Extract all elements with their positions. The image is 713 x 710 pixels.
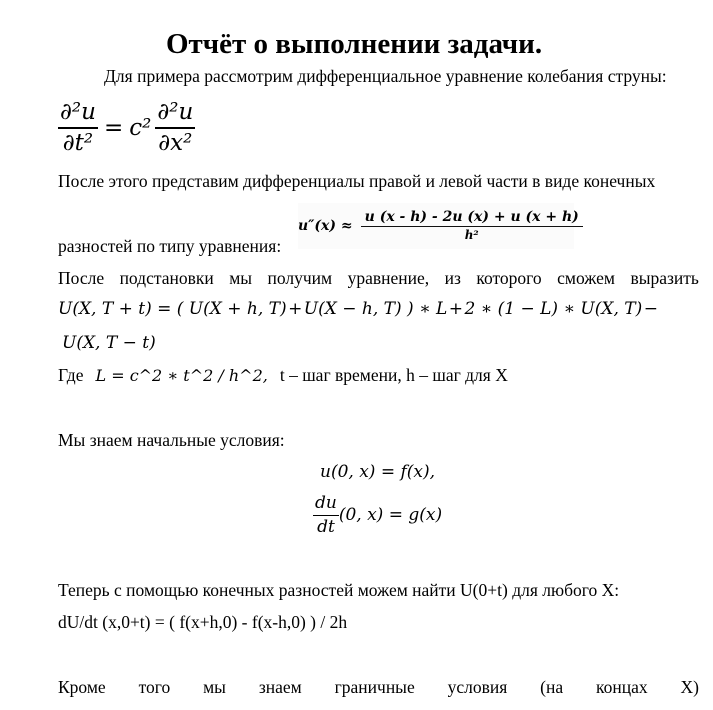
- word: Кроме: [58, 677, 106, 697]
- word: знаем: [258, 677, 302, 697]
- paragraph-3: Теперь с помощью конечных разностей можем найти U(0+t) для любого X:: [58, 580, 620, 600]
- ic2-rest: (0, x) = g(x): [338, 505, 443, 526]
- du-dt-formula: dU/dt (x,0+t) = ( f(x+h,0) - f(x-h,0) ) / 2h: [58, 612, 348, 632]
- rhs-denominator: ∂x²: [158, 130, 193, 157]
- lhs-fraction: [58, 100, 98, 157]
- word: из: [444, 268, 461, 288]
- word: После: [58, 268, 105, 288]
- fd-denominator: h²: [464, 228, 479, 243]
- dt-denominator: dt: [317, 516, 335, 537]
- paragraph-2: [58, 268, 699, 289]
- fd-lhs: u″(x) ≈: [298, 218, 353, 234]
- formula-line-2: U(X, T − t): [62, 333, 156, 353]
- initial-conditions-label: Мы знаем начальные условия:: [58, 430, 285, 450]
- word: того: [138, 677, 171, 697]
- fd-numerator: u (x - h) - 2u (x) + u (x + h): [361, 210, 583, 227]
- du-numerator: du: [313, 494, 339, 516]
- initial-condition-2: [313, 494, 442, 536]
- formula-part: U(X − h, T) ) ∗ L: [303, 299, 448, 319]
- formula-part: −: [643, 299, 658, 319]
- word: выразить: [630, 268, 699, 288]
- where-formula: L = c^2 ∗ t^2 / h^2,: [95, 366, 268, 385]
- wave-equation: [58, 100, 195, 157]
- equals-sign: =: [103, 115, 124, 142]
- word: X): [680, 677, 699, 697]
- word: которого: [476, 268, 542, 288]
- word: уравнение,: [347, 268, 430, 288]
- paragraph-1-line-1: После этого представим дифференциалы правой и левой части в виде конечных: [58, 171, 656, 191]
- last-line: [58, 677, 699, 698]
- lhs-denominator: ∂t²: [62, 130, 94, 157]
- where-suffix: t – шаг времени, h – шаг для X: [279, 365, 508, 385]
- rhs-fraction: [155, 100, 195, 157]
- formula-part: +: [448, 299, 463, 319]
- coefficient: c²: [129, 115, 152, 142]
- lhs-numerator: ∂²u: [58, 100, 98, 129]
- word: получим: [267, 268, 333, 288]
- word: (на: [540, 677, 564, 697]
- word: сможем: [557, 268, 615, 288]
- word: граничные: [334, 677, 415, 697]
- formula-part: +: [288, 299, 303, 319]
- page-title: Отчёт о выполнении задачи.: [166, 28, 543, 60]
- word: концах: [596, 677, 648, 697]
- where-prefix: Где: [58, 365, 84, 385]
- du-dt-fraction: [313, 494, 339, 536]
- intro-text: Для примера рассмотрим дифференциальное уравнение колебания струны:: [104, 66, 667, 86]
- initial-condition-1: u(0, x) = f(x),: [320, 462, 436, 482]
- where-line: [58, 365, 508, 386]
- fd-fraction: [361, 210, 583, 243]
- word: подстановки: [119, 268, 214, 288]
- word: мы: [229, 268, 253, 288]
- word: условия: [447, 677, 508, 697]
- formula-line-1: [58, 299, 658, 319]
- word: мы: [203, 677, 226, 697]
- formula-part: 2 ∗ (1 − L) ∗ U(X, T): [464, 299, 643, 319]
- formula-part: U(X, T + t) = ( U(X + h, T): [58, 299, 287, 319]
- rhs-numerator: ∂²u: [155, 100, 195, 129]
- paragraph-1-line-2: разностей по типу уравнения:: [58, 236, 282, 256]
- finite-difference-image: [298, 203, 579, 249]
